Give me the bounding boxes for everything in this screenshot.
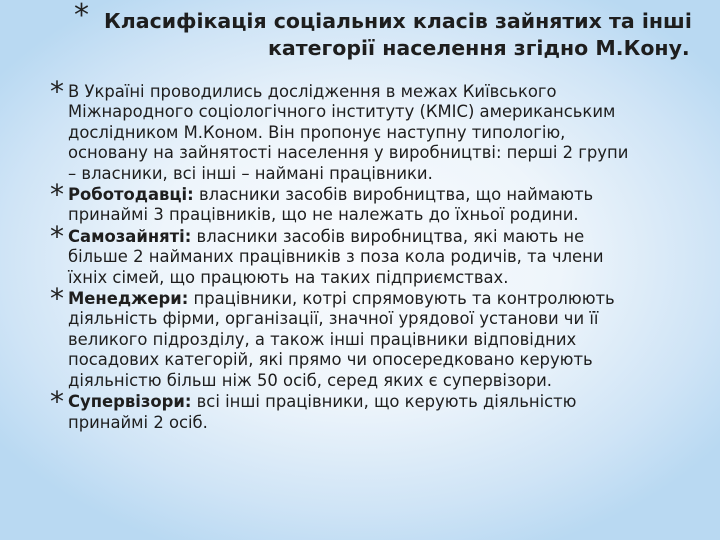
list-item-managers [50, 282, 700, 391]
text-line [68, 227, 700, 247]
text-line: діяльністю більш ніж 50 осіб, серед яких є супервізори. [68, 370, 552, 390]
text-line [68, 289, 700, 309]
title-line-2: категорії населення згідно М.Кону. [268, 36, 690, 60]
term-label: Супервізори: [68, 392, 192, 412]
text-line: більше 2 найманих працівників з поза кола родичів, та члени [68, 247, 604, 267]
text-line [68, 392, 700, 412]
list-item-self-employed [50, 219, 700, 288]
text-line: посадових категорій, які прямо чи опосередковано керують [68, 350, 593, 370]
term-definition: власники засобів виробництва, що наймають [193, 185, 594, 205]
content-list [50, 75, 700, 434]
term-label: Роботодавці: [68, 185, 194, 205]
term-label: Менеджери: [68, 289, 189, 309]
asterisk-bullet-icon: * [50, 75, 64, 108]
text-line: – власники, всі інші – наймані працівники. [68, 163, 433, 183]
asterisk-bullet-icon: * [50, 385, 64, 419]
text-line: великого підрозділу, а також інші працівники відповідних [68, 329, 577, 349]
list-item-supervisors [50, 385, 700, 433]
text-line: принаймі 3 працівників, що не належать до їхньої родини. [68, 205, 579, 225]
text-line: діяльність фірми, організації, значної урядової установи чи її [68, 309, 599, 329]
text-line: В Україні проводились дослідження в межах Київського [68, 82, 557, 101]
text-line: Міжнародного соціологічного інституту (КМІС) американським [68, 102, 616, 122]
asterisk-bullet-icon: * [50, 219, 64, 253]
asterisk-bullet-icon: * [50, 282, 64, 316]
term-definition: всі інші працівники, що керують діяльністю [191, 392, 577, 412]
asterisk-bullet-icon: * [50, 178, 64, 212]
text-line: принаймі 2 осіб. [68, 412, 208, 432]
list-item-employers [50, 178, 700, 226]
term-label: Самозайняті: [68, 226, 192, 246]
text-line: дослідником М.Коном. Він пропонує наступну типологію, [68, 122, 566, 142]
text-line [68, 185, 700, 205]
term-definition: працівники, котрі спрямовують та контролюють [188, 289, 615, 309]
slide-title [74, 0, 698, 62]
text-line: їхніх сімей, що працюють на таких підприємствах. [68, 267, 509, 287]
term-definition: власники засобів виробництва, які мають не [191, 226, 585, 246]
list-item-intro [50, 75, 700, 184]
text-line: основану на зайнятості населення у виробництві: перші 2 групи [68, 143, 629, 163]
title-line-1: Класифікація соціальних класів зайнятих та інші [104, 9, 692, 33]
asterisk-bullet-icon: * [74, 0, 89, 33]
